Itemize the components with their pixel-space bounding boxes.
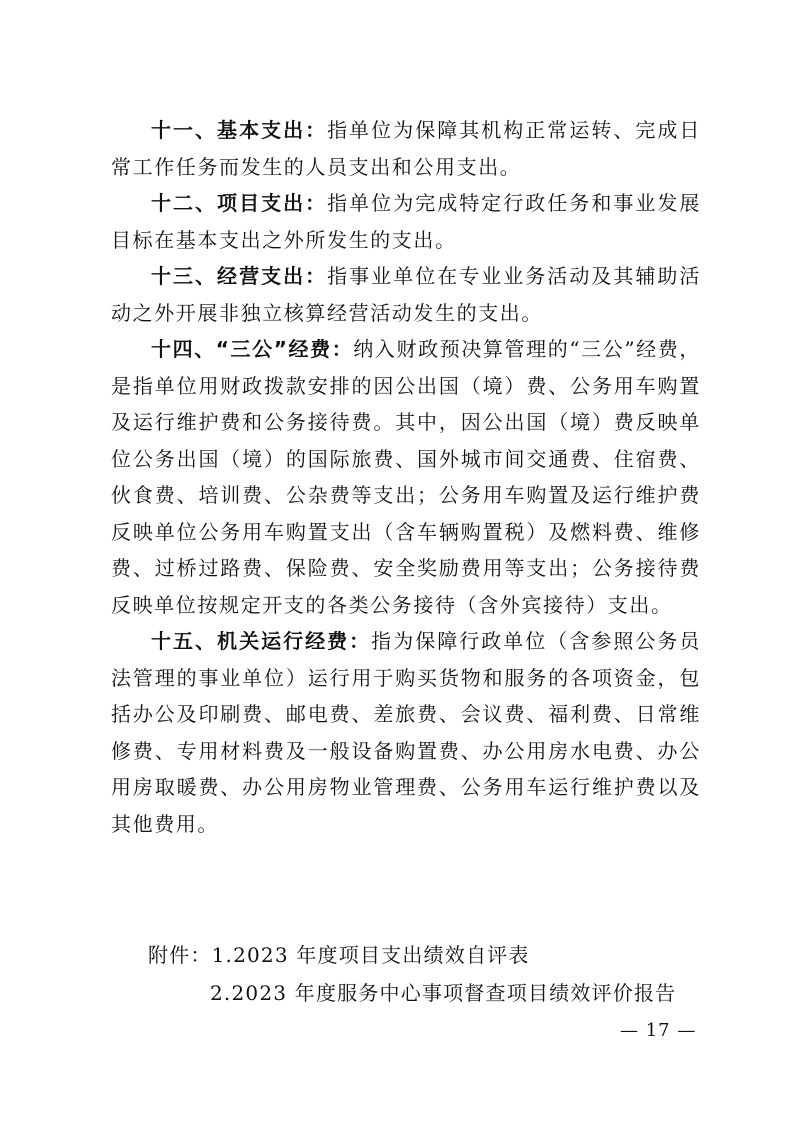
definition-operating-expenditure <box>111 258 701 331</box>
definitions-body <box>111 112 701 842</box>
definition-text: 纳入财政预决算管理的“三公”经费，是指单位用财政拨款安排的因公出国（境）费、公务用车购置及运行维护费和公务接待费。其中，因公出国（境）费反映单位公务出国（境）的国际旅费、国外城市间交通费、住宿费、伙食费、培训费、公杂费等支出；公务用车购置及运行维护费反映单位公务用车购置支出（含车辆购置税）及燃料费、维修费、过桥过路费、保险费、安全奖励费用等支出；公务接待费反映单位按规定开支的各类公务接待（含外宾接待）支出。 <box>111 337 701 617</box>
definition-three-public-expenses <box>111 331 701 623</box>
definition-term: 十一、基本支出： <box>151 118 328 142</box>
definition-term: 十二、项目支出： <box>151 191 328 215</box>
definition-term: 十四、“三公”经费： <box>151 337 354 361</box>
definition-text: 指单位为完成特定行政任务和事业发展目标在基本支出之外所发生的支出。 <box>111 191 701 252</box>
attachment-item-1: 附件：1.2023 年度项目支出绩效自评表 <box>148 943 530 967</box>
definition-text: 指单位为保障其机构正常运转、完成日常工作任务而发生的人员支出和公用支出。 <box>111 118 701 179</box>
definition-term: 十三、经营支出： <box>151 264 328 288</box>
definition-agency-operating-funds <box>111 623 701 842</box>
attachments-list <box>148 936 708 1012</box>
definition-project-expenditure <box>111 185 701 258</box>
definition-text: 指事业单位在专业业务活动及其辅助活动之外开展非独立核算经营活动发生的支出。 <box>111 264 701 325</box>
definition-basic-expenditure <box>111 112 701 185</box>
definition-term: 十五、机关运行经费： <box>151 629 372 653</box>
attachment-item-2: 2.2023 年度服务中心事项督查项目绩效评价报告 <box>210 981 677 1005</box>
page-number: — 17 — <box>620 1020 697 1041</box>
definition-text: 指为保障行政单位（含参照公务员法管理的事业单位）运行用于购买货物和服务的各项资金，包括办公及印刷费、邮电费、差旅费、会议费、福利费、日常维修费、专用材料费及一般设备购置费、办公用房水电费、办公用房取暖费、办公用房物业管理费、公务用车运行维护费以及其他费用。 <box>111 629 702 836</box>
